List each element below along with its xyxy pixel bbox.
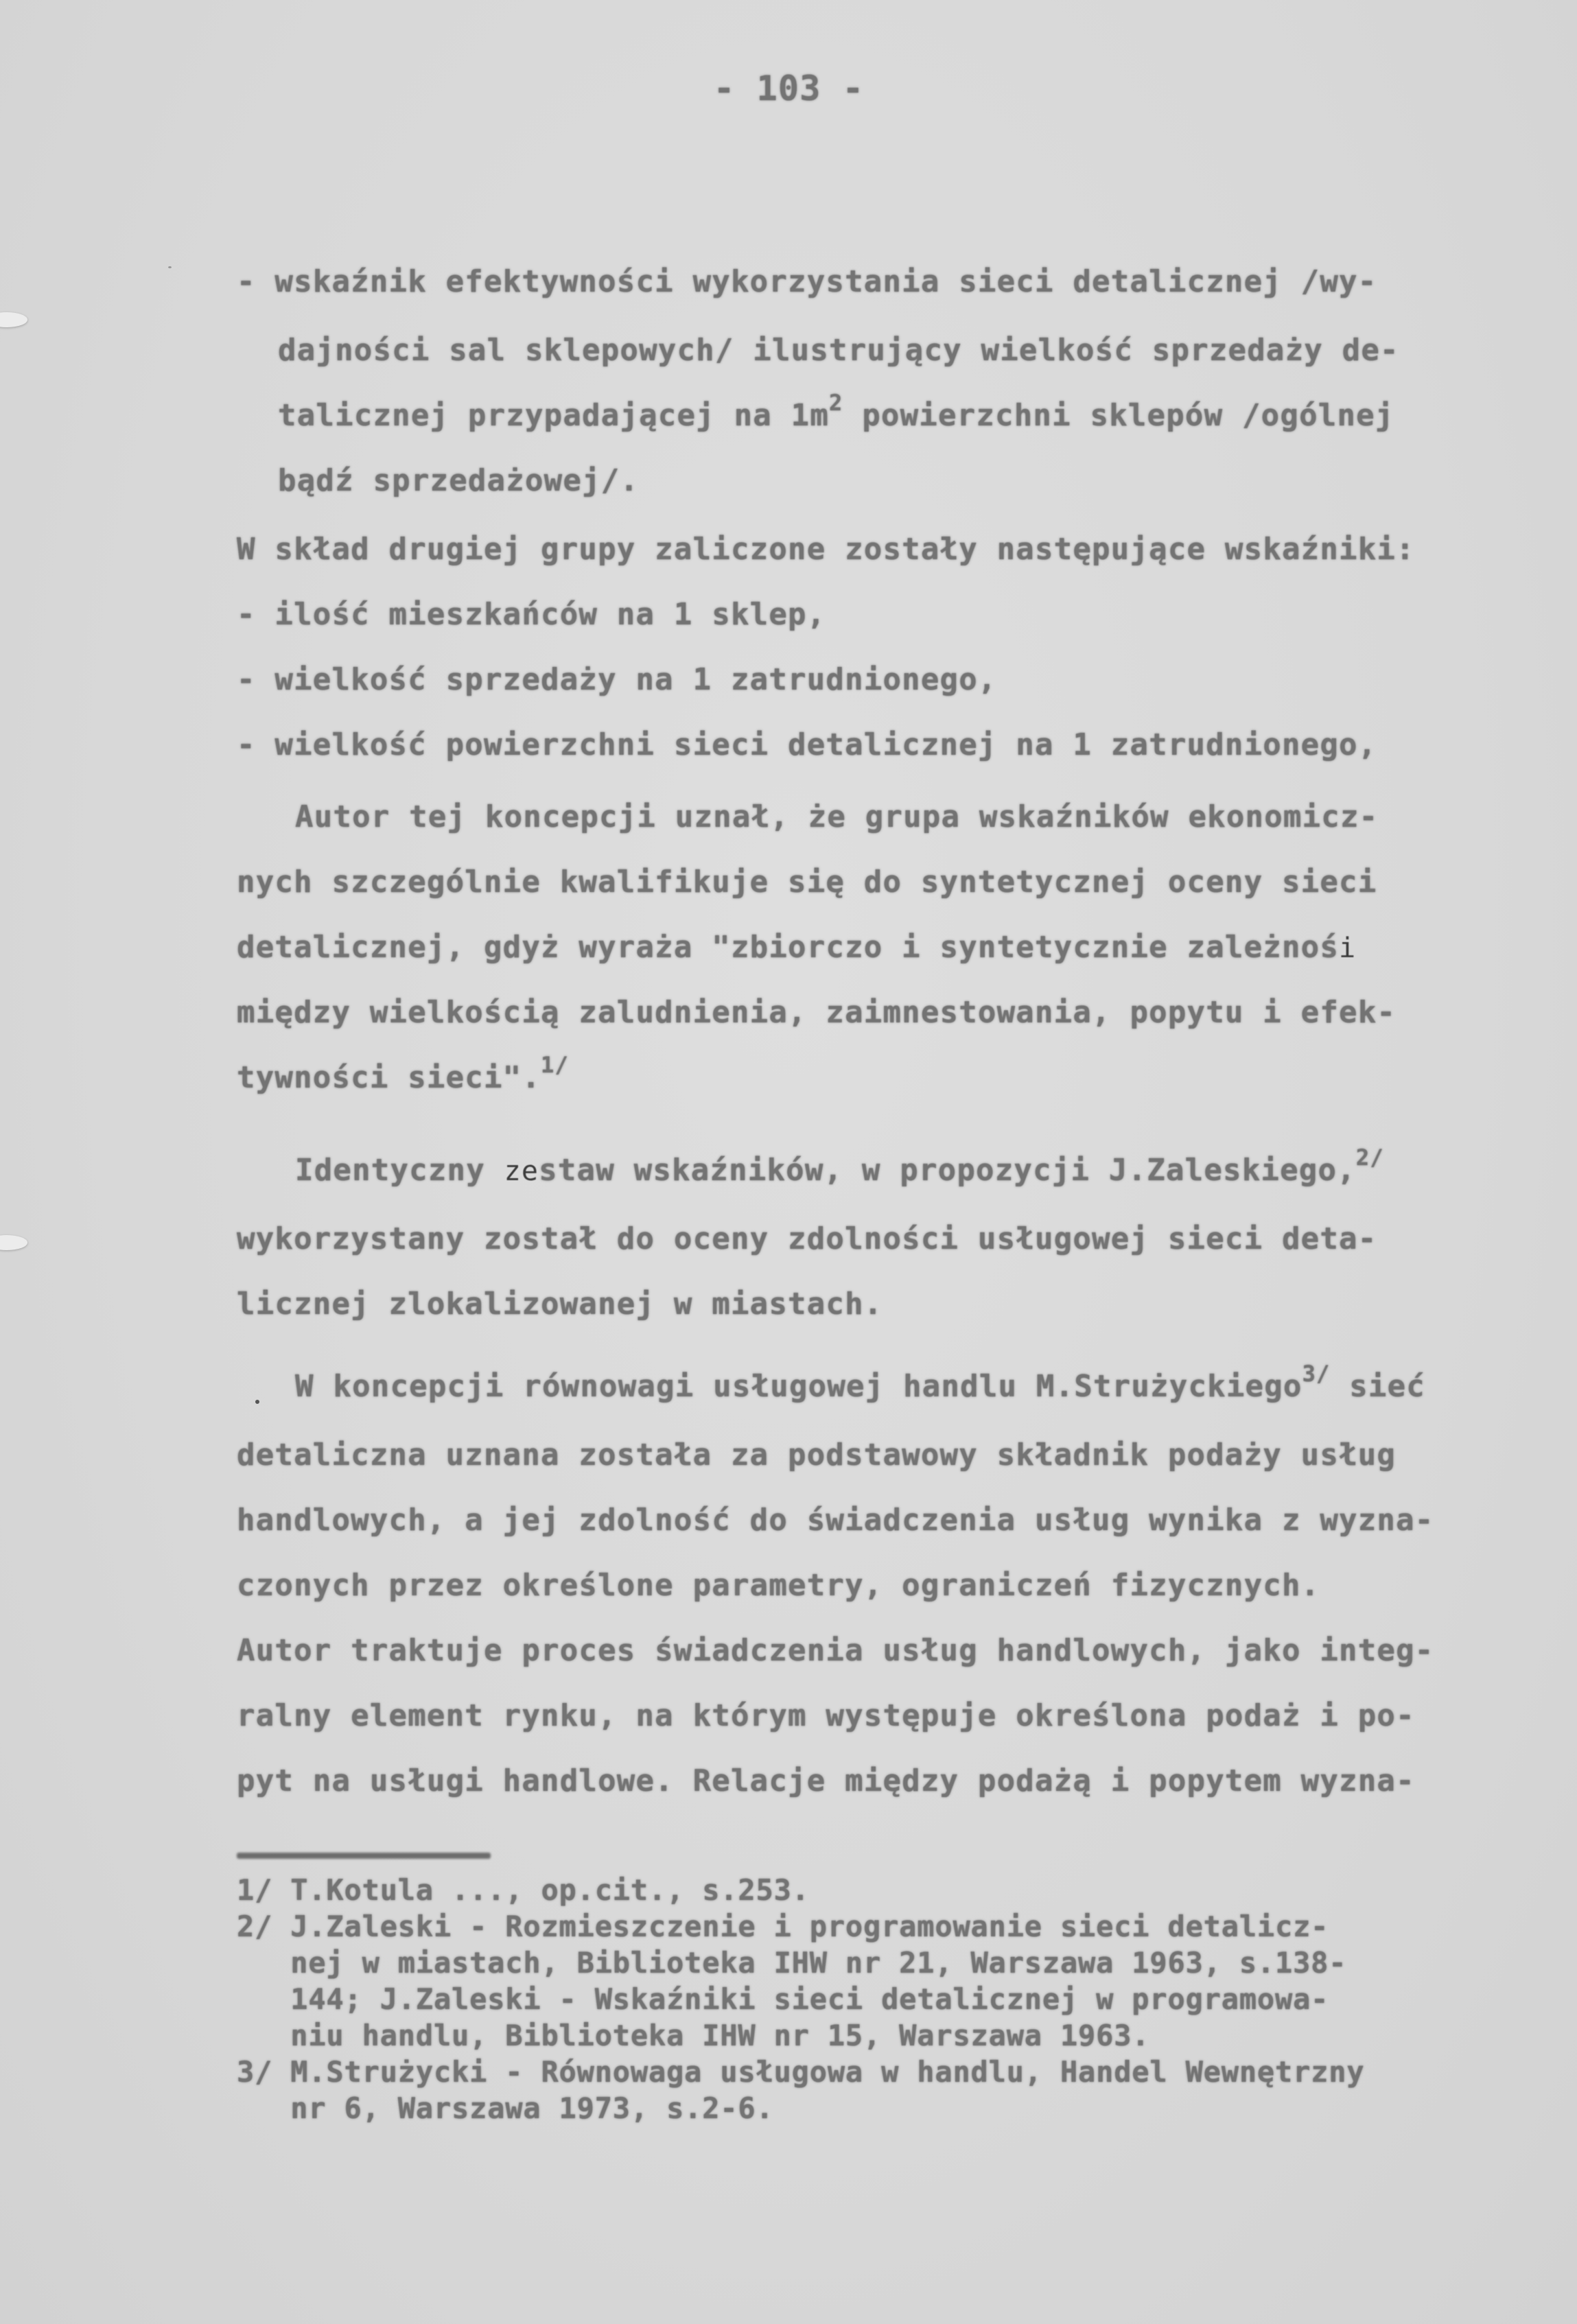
- body-line: nych szczególnie kwalifikuje się do syntetycznej oceny sieci: [237, 865, 1377, 900]
- body-line: W skład drugiej grupy zaliczone zostały następujące wskaźniki:: [237, 532, 1415, 567]
- footnote-separator: [237, 1853, 491, 1859]
- body-line: między wielkością zaludnienia, zaimnestowania, popytu i efek-: [237, 995, 1397, 1030]
- footnote: 2/ J.Zaleski - Rozmieszczenie i programowanie sieci detalicz-: [237, 1910, 1329, 1943]
- body-line: czonych przez określone parametry, ograniczeń fizycznych.: [237, 1568, 1320, 1603]
- body-line: ralny element rynku, na którym występuje określona podaż i po-: [237, 1698, 1415, 1733]
- typed-correction: i: [1339, 932, 1357, 964]
- body-line: Autor traktuje proces świadczenia usług handlowych, jako integ-: [237, 1633, 1434, 1668]
- body-line-text: talicznej przypadającej na 1m: [278, 398, 830, 433]
- footnote: 144; J.Zaleski - Wskaźniki sieci detalicznej w programowa-: [237, 1982, 1329, 2016]
- body-line: wykorzystany został do oceny zdolności usługowej sieci deta-: [237, 1221, 1377, 1256]
- footnote: 1/ T.Kotula ..., op.cit., s.253.: [237, 1873, 810, 1907]
- footnote: nej w miastach, Biblioteka IHW nr 21, Warszawa 1963, s.138-: [237, 1946, 1347, 1980]
- list-item: - wielkość sprzedaży na 1 zatrudnionego,: [237, 662, 997, 697]
- page-number: - 103 -: [714, 69, 865, 108]
- body-line-text: staw wskaźników, w propozycji J.Zaleskiego,: [539, 1153, 1356, 1188]
- body-line: bądź sprzedażowej/.: [278, 463, 640, 498]
- punch-hole-mark: [0, 1235, 27, 1250]
- body-line: [237, 930, 1356, 965]
- body-line: [278, 390, 1394, 433]
- footnote: niu handlu, Biblioteka IHW nr 15, Warszawa 1963.: [237, 2019, 1150, 2052]
- body-line: [237, 1052, 569, 1095]
- punch-hole-mark: [0, 312, 27, 327]
- body-line: - wskaźnik efektywności wykorzystania sieci detalicznej /wy-: [237, 264, 1377, 299]
- footnote-ref: 2/: [1355, 1145, 1384, 1171]
- body-line: [295, 1145, 1384, 1188]
- typed-correction: ze: [504, 1155, 539, 1187]
- body-line-text: detalicznej, gdyż wyraża "zbiorczo i syntetycznie zależnoś: [237, 930, 1340, 965]
- body-line: pyt na usługi handlowe. Relacje między podażą i popytem wyzna-: [237, 1763, 1415, 1798]
- body-line: detaliczna uznana została za podstawowy składnik podaży usług: [237, 1437, 1397, 1472]
- body-line: Autor tej koncepcji uznał, że grupa wskaźników ekonomicz-: [295, 799, 1379, 834]
- body-line: [295, 1361, 1425, 1404]
- body-line: dajności sal sklepowych/ ilustrujący wielkość sprzedaży de-: [278, 333, 1399, 368]
- list-item: - ilość mieszkańców na 1 sklep,: [237, 597, 826, 632]
- body-line-text: powierzchni sklepów /ogólnej: [843, 398, 1394, 433]
- list-item: - wielkość powierzchni sieci detalicznej na 1 zatrudnionego,: [237, 727, 1377, 762]
- paper-speck: [255, 1400, 259, 1404]
- body-line-text: W koncepcji równowagi usługowej handlu M.Strużyckiego: [295, 1369, 1303, 1404]
- body-line-text: tywności sieci".: [237, 1060, 541, 1095]
- body-line: licznej zlokalizowanej w miastach.: [237, 1287, 883, 1322]
- footnote: 3/ M.Strużycki - Równowaga usługowa w handlu, Handel Wewnętrzny: [237, 2055, 1365, 2089]
- body-line-text: Identyczny: [295, 1153, 504, 1188]
- footnote-ref: 1/: [541, 1052, 569, 1079]
- paper-speck: [168, 266, 172, 268]
- footnote: nr 6, Warszawa 1973, s.2-6.: [237, 2091, 774, 2125]
- body-line-text: sieć: [1330, 1369, 1425, 1404]
- superscript: 2: [829, 390, 843, 416]
- body-line: handlowych, a jej zdolność do świadczenia usług wynika z wyzna-: [237, 1503, 1434, 1538]
- footnote-ref: 3/: [1302, 1361, 1331, 1387]
